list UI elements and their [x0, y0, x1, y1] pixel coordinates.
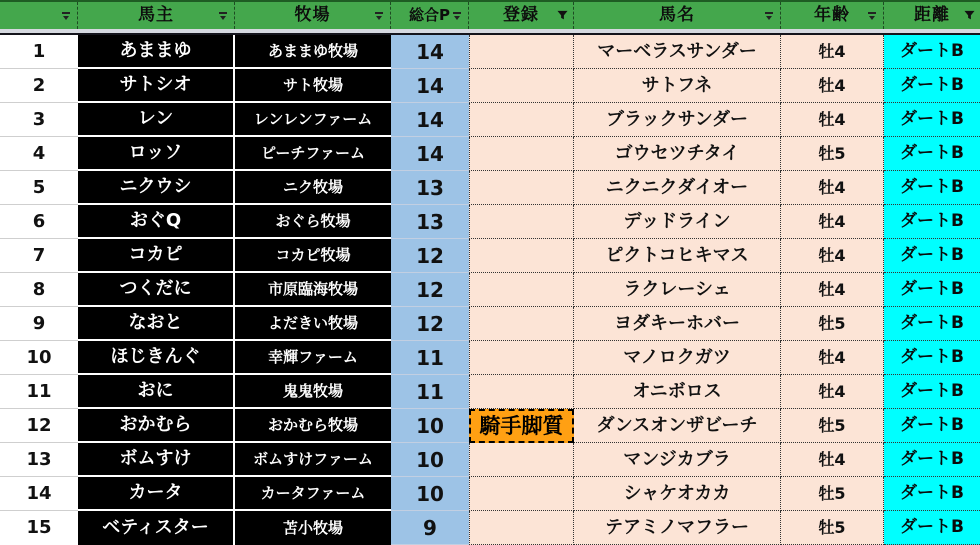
cell-dist[interactable]: ダートB — [884, 137, 980, 171]
table-row — [0, 477, 980, 511]
cell-age[interactable]: 牡5 — [781, 307, 884, 341]
autofilter-dropdown-icon[interactable] — [451, 10, 463, 22]
cell-rownum[interactable]: 1 — [0, 35, 78, 69]
cell-age[interactable]: 牡4 — [781, 273, 884, 307]
cell-rownum[interactable]: 14 — [0, 477, 78, 511]
cell-age[interactable]: 牡4 — [781, 35, 884, 69]
cell-age[interactable]: 牡4 — [781, 205, 884, 239]
cell-points[interactable]: 14 — [391, 69, 469, 103]
cell-dist[interactable]: ダートB — [884, 443, 980, 477]
cell-points[interactable]: 12 — [391, 273, 469, 307]
table-row — [0, 409, 980, 443]
table-row — [0, 137, 980, 171]
cell-farm[interactable]: よだきい牧場 — [235, 307, 391, 341]
cell-owner[interactable]: レン — [78, 103, 235, 137]
cell-age[interactable]: 牡4 — [781, 239, 884, 273]
cell-name[interactable]: ダンスオンザビーチ — [574, 409, 781, 443]
autofilter-dropdown-icon[interactable] — [60, 10, 72, 22]
cell-dist[interactable]: ダートB — [884, 35, 980, 69]
filter-funnel-icon[interactable] — [556, 10, 568, 22]
table-row — [0, 69, 980, 103]
column-header-label: 年齢 — [814, 5, 850, 25]
cell-entry[interactable] — [469, 35, 574, 69]
cell-dist[interactable]: ダートB — [884, 239, 980, 273]
table-body — [0, 35, 980, 545]
cell-farm[interactable]: 市原臨海牧場 — [235, 273, 391, 307]
autofilter-dropdown-icon[interactable] — [763, 10, 775, 22]
table-row — [0, 239, 980, 273]
cell-name[interactable]: オニボロス — [574, 375, 781, 409]
cell-rownum[interactable]: 8 — [0, 273, 78, 307]
cell-farm[interactable]: カータファーム — [235, 477, 391, 511]
cell-farm[interactable]: 苫小牧場 — [235, 511, 391, 545]
cell-points[interactable]: 14 — [391, 35, 469, 69]
cell-rownum[interactable]: 7 — [0, 239, 78, 273]
cell-age[interactable]: 牡4 — [781, 171, 884, 205]
cell-entry[interactable] — [469, 375, 574, 409]
cell-farm[interactable]: コカピ牧場 — [235, 239, 391, 273]
table-row — [0, 35, 980, 69]
cell-rownum[interactable]: 11 — [0, 375, 78, 409]
cell-farm[interactable]: 幸輝ファーム — [235, 341, 391, 375]
column-header-farm[interactable] — [235, 2, 391, 29]
cell-name[interactable]: デッドライン — [574, 205, 781, 239]
cell-name[interactable]: マノロクガツ — [574, 341, 781, 375]
cell-farm[interactable]: レンレンファーム — [235, 103, 391, 137]
cell-rownum[interactable]: 4 — [0, 137, 78, 171]
cell-dist[interactable]: ダートB — [884, 171, 980, 205]
cell-farm[interactable]: ニク牧場 — [235, 171, 391, 205]
cell-dist[interactable]: ダートB — [884, 103, 980, 137]
cell-name[interactable]: ピクトコヒキマス — [574, 239, 781, 273]
cell-age[interactable]: 牡4 — [781, 341, 884, 375]
cell-entry[interactable] — [469, 477, 574, 511]
cell-rownum[interactable]: 3 — [0, 103, 78, 137]
cell-owner[interactable]: サトシオ — [78, 69, 235, 103]
cell-dist[interactable]: ダートB — [884, 307, 980, 341]
cell-rownum[interactable]: 10 — [0, 341, 78, 375]
cell-farm[interactable]: サト牧場 — [235, 69, 391, 103]
cell-dist[interactable]: ダートB — [884, 511, 980, 545]
cell-entry[interactable] — [469, 205, 574, 239]
cell-name[interactable]: シャケオカカ — [574, 477, 781, 511]
filter-funnel-icon[interactable] — [963, 10, 975, 22]
header-row — [0, 0, 980, 29]
cell-dist[interactable]: ダートB — [884, 409, 980, 443]
cell-dist[interactable]: ダートB — [884, 375, 980, 409]
cell-name[interactable]: テアミノマフラー — [574, 511, 781, 545]
cell-points[interactable]: 11 — [391, 341, 469, 375]
cell-farm[interactable]: 鬼鬼牧場 — [235, 375, 391, 409]
cell-dist[interactable]: ダートB — [884, 341, 980, 375]
cell-entry[interactable] — [469, 171, 574, 205]
cell-age[interactable]: 牡5 — [781, 511, 884, 545]
cell-owner[interactable]: カータ — [78, 477, 235, 511]
table-row — [0, 443, 980, 477]
cell-owner[interactable]: ほじきんぐ — [78, 341, 235, 375]
cell-rownum[interactable]: 2 — [0, 69, 78, 103]
cell-points[interactable]: 12 — [391, 239, 469, 273]
column-header-name[interactable] — [574, 2, 781, 29]
column-header-label: 馬名 — [659, 5, 695, 25]
table-row — [0, 273, 980, 307]
table-row — [0, 375, 980, 409]
cell-name[interactable]: ヨダキーホバー — [574, 307, 781, 341]
cell-owner[interactable]: なおと — [78, 307, 235, 341]
cell-name[interactable]: マンジカブラ — [574, 443, 781, 477]
cell-entry[interactable] — [469, 69, 574, 103]
cell-entry[interactable] — [469, 341, 574, 375]
cell-owner[interactable]: ベティスター — [78, 511, 235, 545]
cell-rownum[interactable]: 12 — [0, 409, 78, 443]
cell-rownum[interactable]: 6 — [0, 205, 78, 239]
table-row — [0, 103, 980, 137]
cell-points[interactable]: 10 — [391, 409, 469, 443]
column-header-age[interactable] — [781, 2, 884, 29]
cell-points[interactable]: 14 — [391, 137, 469, 171]
cell-farm[interactable]: あままゆ牧場 — [235, 35, 391, 69]
cell-name[interactable]: ニクニクダイオー — [574, 171, 781, 205]
cell-name[interactable]: ラクレーシェ — [574, 273, 781, 307]
column-header-label: 牧場 — [294, 5, 331, 25]
autofilter-dropdown-icon[interactable] — [373, 10, 385, 22]
table-row — [0, 511, 980, 545]
cell-entry[interactable] — [469, 443, 574, 477]
table-row — [0, 307, 980, 341]
cell-points[interactable]: 12 — [391, 307, 469, 341]
table-row — [0, 171, 980, 205]
cell-age[interactable]: 牡5 — [781, 137, 884, 171]
cell-age[interactable]: 牡4 — [781, 375, 884, 409]
table-row — [0, 341, 980, 375]
cell-entry[interactable] — [469, 511, 574, 545]
cell-points[interactable]: 11 — [391, 375, 469, 409]
cell-farm[interactable]: おぐら牧場 — [235, 205, 391, 239]
cell-farm[interactable]: おかむら牧場 — [235, 409, 391, 443]
cell-points[interactable]: 9 — [391, 511, 469, 545]
column-header-label: 登録 — [503, 5, 539, 25]
cell-age[interactable]: 牡5 — [781, 409, 884, 443]
cell-dist[interactable]: ダートB — [884, 69, 980, 103]
cell-name[interactable]: ブラックサンダー — [574, 103, 781, 137]
cell-owner[interactable]: コカピ — [78, 239, 235, 273]
cell-rownum[interactable]: 9 — [0, 307, 78, 341]
cell-entry[interactable] — [469, 273, 574, 307]
cell-owner[interactable]: つくだに — [78, 273, 235, 307]
cell-rownum[interactable]: 13 — [0, 443, 78, 477]
cell-age[interactable]: 牡4 — [781, 443, 884, 477]
cell-farm[interactable]: ピーチファーム — [235, 137, 391, 171]
cell-owner[interactable]: おぐQ — [78, 205, 235, 239]
cell-rownum[interactable]: 5 — [0, 171, 78, 205]
column-header-rownum[interactable] — [0, 2, 78, 29]
cell-age[interactable]: 牡5 — [781, 477, 884, 511]
cell-entry[interactable] — [469, 137, 574, 171]
column-header-entry[interactable] — [469, 2, 574, 29]
cell-entry[interactable] — [469, 103, 574, 137]
column-header-label: 距離 — [914, 5, 950, 25]
cell-entry[interactable] — [469, 239, 574, 273]
cell-name[interactable]: マーベラスサンダー — [574, 35, 781, 69]
cell-points[interactable]: 13 — [391, 171, 469, 205]
cell-points[interactable]: 10 — [391, 477, 469, 511]
cell-dist[interactable]: ダートB — [884, 273, 980, 307]
cell-owner[interactable]: おに — [78, 375, 235, 409]
cell-farm[interactable]: ボムすけファーム — [235, 443, 391, 477]
autofilter-dropdown-icon[interactable] — [217, 10, 229, 22]
cell-owner[interactable]: ボムすけ — [78, 443, 235, 477]
cell-name[interactable]: サトフネ — [574, 69, 781, 103]
cell-age[interactable]: 牡4 — [781, 103, 884, 137]
cell-owner[interactable]: ロッソ — [78, 137, 235, 171]
cell-points[interactable]: 10 — [391, 443, 469, 477]
cell-owner[interactable]: あままゆ — [78, 35, 235, 69]
cell-owner[interactable]: おかむら — [78, 409, 235, 443]
cell-dist[interactable]: ダートB — [884, 205, 980, 239]
cell-entry[interactable] — [469, 307, 574, 341]
column-header-points[interactable] — [391, 2, 469, 29]
column-header-owner[interactable] — [78, 2, 235, 29]
cell-name[interactable]: ゴウセツチタイ — [574, 137, 781, 171]
cell-age[interactable]: 牡4 — [781, 69, 884, 103]
column-header-label: 総合P — [409, 6, 450, 24]
cell-rownum[interactable]: 15 — [0, 511, 78, 545]
cell-points[interactable]: 14 — [391, 103, 469, 137]
cell-dist[interactable]: ダートB — [884, 477, 980, 511]
table-row — [0, 205, 980, 239]
cell-points[interactable]: 13 — [391, 205, 469, 239]
column-header-label: 馬主 — [138, 5, 174, 25]
autofilter-dropdown-icon[interactable] — [866, 10, 878, 22]
column-header-dist[interactable] — [884, 2, 980, 29]
cell-entry[interactable]: 騎手脚質 — [469, 409, 574, 443]
cell-owner[interactable]: ニクウシ — [78, 171, 235, 205]
